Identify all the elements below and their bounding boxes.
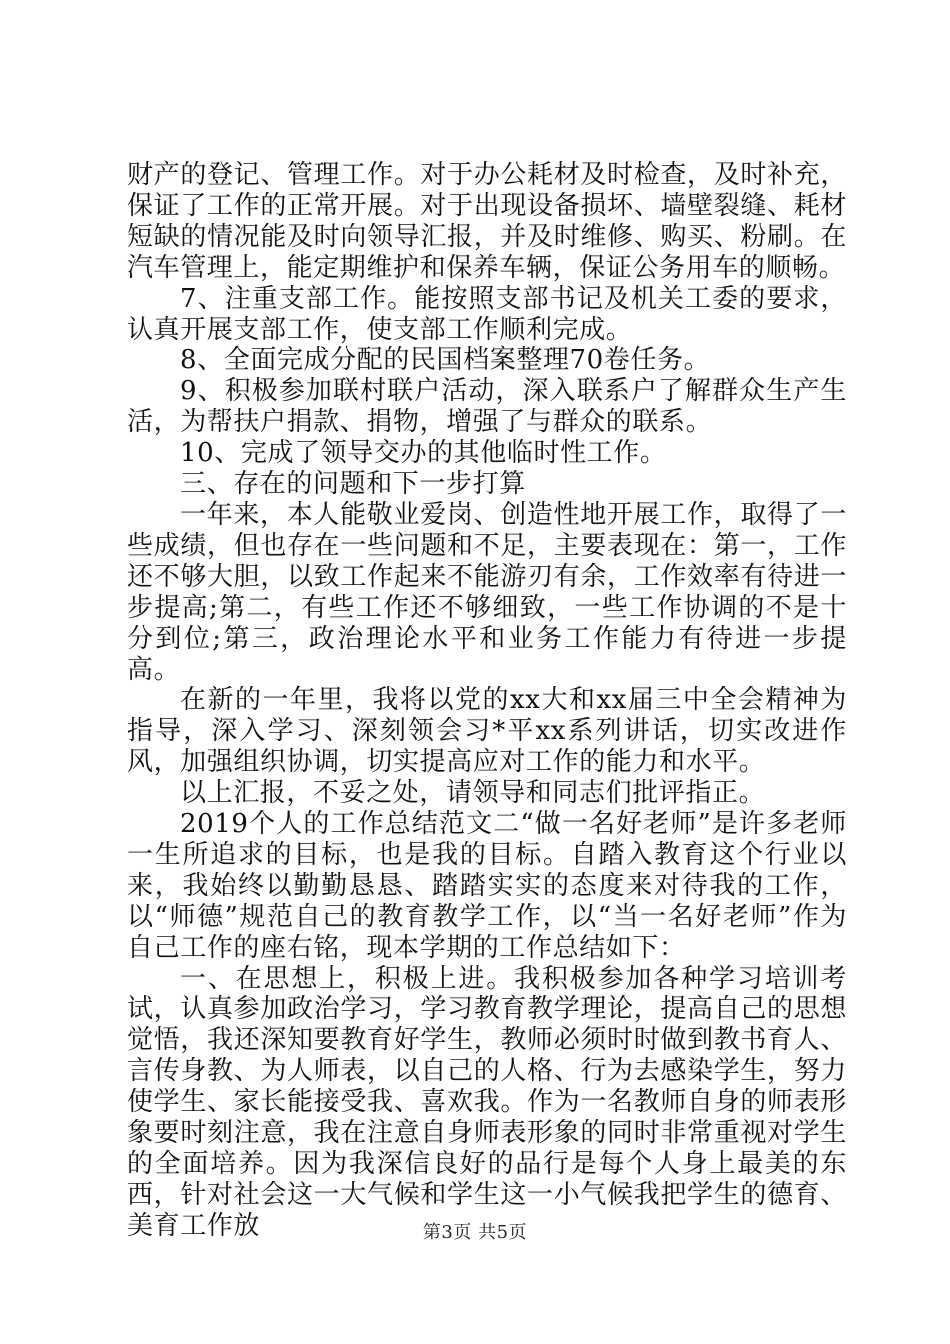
page-number-footer: 第3页 共5页 — [422, 1222, 528, 1243]
paragraph: 2019个人的工作总结范文二“做一名好老师”是许多老师一生所追求的目标，也是我的目标。自踏入教育这个行业以来，我始终以勤勤恳恳、踏踏实实的态度来对待我的工作，以“师德”规范自己的教育教学工作，以“当一名好老师”作为自己工作的座右铭，现本学期的工作总结如下： — [127, 809, 847, 963]
paragraph: 9、积极参加联村联户活动，深入联系户了解群众生产生活，为帮扶户捐款、捐物，增强了与群众的联系。 — [127, 376, 847, 438]
section-heading: 三、存在的问题和下一步打算 — [180, 469, 526, 500]
paragraph: 一年来，本人能敬业爱岗、创造性地开展工作，取得了一些成绩，但也存在一些问题和不足，主要表现在：第一，工作还不够大胆，以致工作起来不能游刃有余，工作效率有待进一步提高;第二，有些工作还不够细致，一些工作协调的不是十分到位;第三，政治理论水平和业务工作能力有待进一步提高。 — [127, 499, 847, 685]
paragraph: 7、注重支部工作。能按照支部书记及机关工委的要求，认真开展支部工作，使支部工作顺利完成。 — [127, 283, 847, 345]
paragraph: 在新的一年里，我将以党的xx大和xx届三中全会精神为指导，深入学习、深刻领会习*平xx系列讲话，切实改进作风，加强组织协调，切实提高应对工作的能力和水平。 — [127, 685, 847, 778]
paragraph: 10、完成了领导交办的其他临时性工作。 — [180, 438, 667, 469]
paragraph: 8、全面完成分配的民国档案整理70卷任务。 — [180, 345, 711, 376]
document-body — [127, 160, 847, 1242]
paragraph: 以上汇报，不妥之处，请领导和同志们批评指正。 — [180, 778, 766, 809]
paragraph: 财产的登记、管理工作。对于办公耗材及时检查，及时补充，保证了工作的正常开展。对于出现设备损坏、墙壁裂缝、耗材短缺的情况能及时向领导汇报，并及时维修、购买、粉刷。在汽车管理上，能定期维护和保养车辆，保证公务用车的顺畅。 — [127, 160, 847, 283]
paragraph: 一、在思想上，积极上进。我积极参加各种学习培训考试，认真参加政治学习，学习教育教学理论，提高自己的思想觉悟，我还深知要教育好学生，教师必须时时做到教书育人、言传身教、为人师表，以自己的人格、行为去感染学生，努力使学生、家长能接受我、喜欢我。作为一名教师自身的师表形象要时刻注意，我在注意自身师表形象的同时非常重视对学生的全面培养。因为我深信良好的品行是每个人身上最美的东西，针对社会这一大气候和学生这一小气候我把学生的德育、美育工作放 — [127, 963, 847, 1241]
